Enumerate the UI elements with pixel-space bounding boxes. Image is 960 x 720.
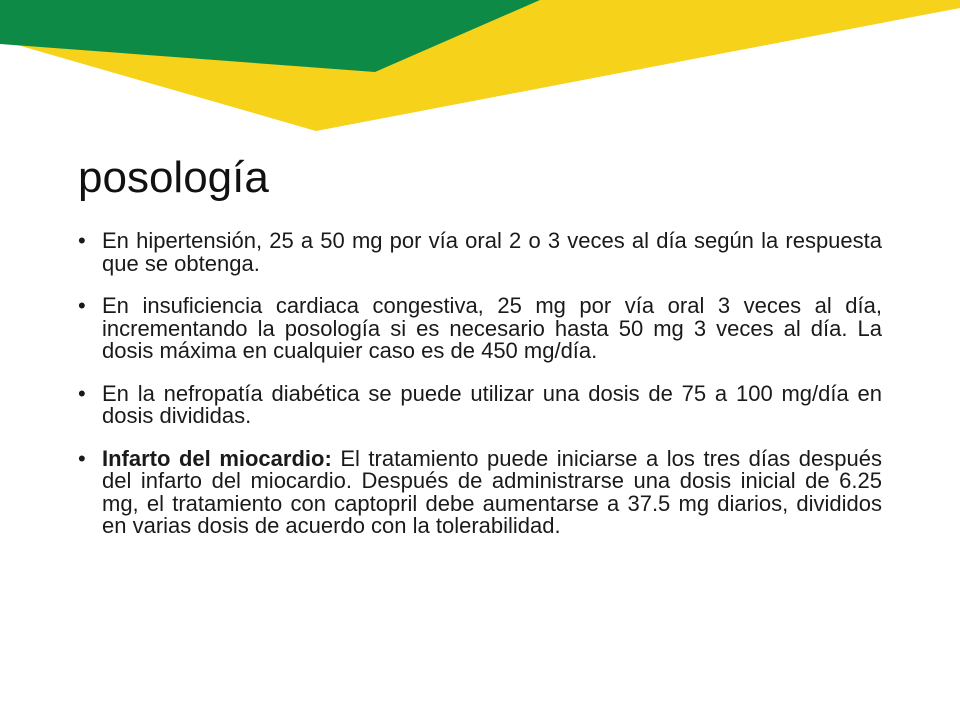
- bullet-text: En insuficiencia cardiaca congestiva, 25 mg por vía oral 3 veces al día, incrementando la posología si es necesario hasta 50 mg 3 veces al día. La dosis máxima en cualquier caso es de 450 mg/día.: [102, 293, 882, 363]
- bullet-text: El tratamiento puede iniciarse a los tres días después del infarto del miocardio. Después de administrarse una dosis inicial de 6.25 mg, el tratamiento con captopril debe aumentarse a 37.5 mg diarios, divididos en varias dosis de acuerdo con la tolerabilidad.: [102, 445, 882, 538]
- slide-title: posología: [78, 153, 269, 202]
- bullet-list: [78, 230, 882, 558]
- bullet-text: En la nefropatía diabética se puede utilizar una dosis de 75 a 100 mg/día en dosis divididas.: [102, 380, 882, 428]
- bullet-marker: •: [78, 380, 86, 406]
- bullet-text: En hipertensión, 25 a 50 mg por vía oral 2 o 3 veces al día según la respuesta que se obtenga.: [102, 228, 882, 276]
- bullet-label: Infarto del miocardio:: [102, 445, 332, 471]
- header-banner: [0, 0, 960, 140]
- bullet-diabetic-nephropathy: [78, 380, 882, 428]
- bullet-marker: •: [78, 293, 86, 318]
- bullet-myocardial-infarction: [78, 445, 882, 538]
- bullet-hypertension: [78, 230, 882, 275]
- bullet-marker: •: [78, 445, 86, 471]
- bullet-heart-failure: [78, 295, 882, 363]
- bullet-marker: •: [78, 228, 86, 253]
